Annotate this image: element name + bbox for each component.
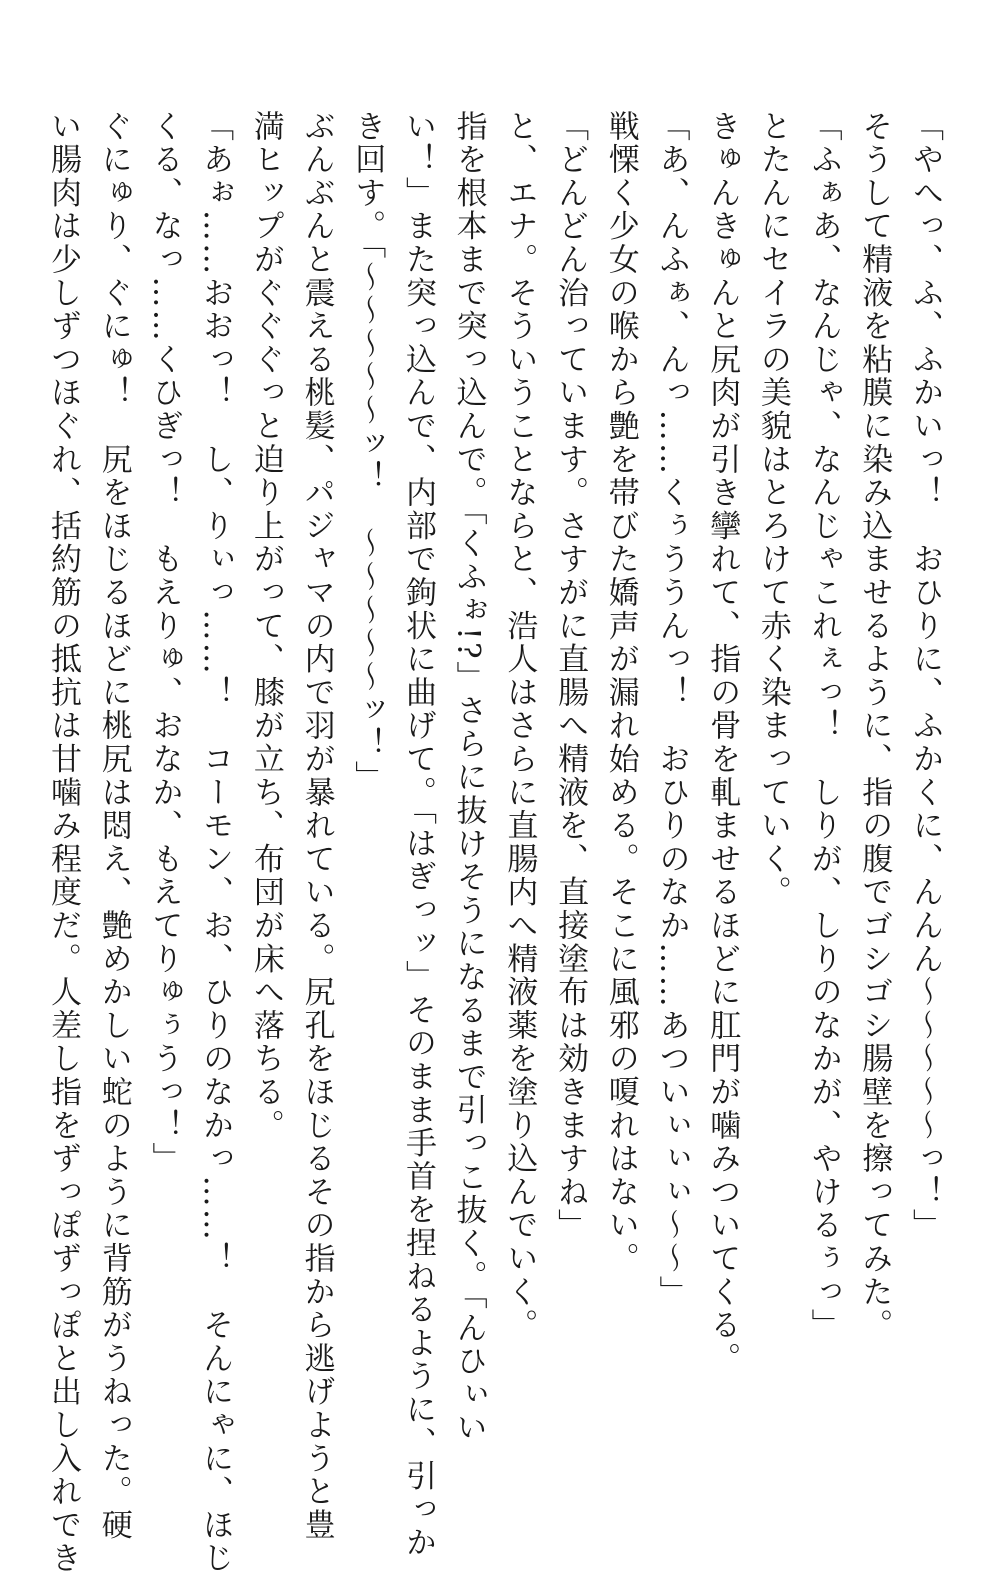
text-line: とたんにセイラの美貌はとろけて赤く染まっていく。 <box>754 110 791 910</box>
text-line: 「どんどん治っています。さすがに直腸へ精液を、直接塗布は効きますね」 <box>552 110 589 1243</box>
vertical-text-body <box>45 110 950 1575</box>
text-line: ぐにゅり、ぐにゅ！ 尻をほじるほどに桃尻は悶え、艶めかしい蛇のように背筋がうねった。硬 <box>95 110 132 1542</box>
text-line: 「あ、んふぁ、んっ……くぅううんっ！ おひりのなか……あついぃぃぃ〜〜」 <box>653 110 690 1309</box>
text-line: そうして精液を粘膜に染み込ませるように、指の腹でゴシゴシ腸壁を擦ってみた。 <box>856 110 893 1343</box>
text-line: ぶんぶんと震える桃髪、パジャマの内で羽が暴れている。尻孔をほじるその指から逃げようと豊 <box>298 110 335 1542</box>
text-line: い腸肉は少しずつほぐれ、括約筋の抵抗は甘噛み程度だ。人差し指をずっぽずっぽと出し入れでき <box>45 110 82 1575</box>
text-line: きゅんきゅんと尻肉が引き攣れて、指の骨を軋ませるほどに肛門が噛みついてくる。 <box>704 110 741 1376</box>
text-line: くる、なっ……くひぎっ！ もえりゅ、おなか、もえてりゅぅうっ！」 <box>146 110 183 1176</box>
text-line: と、エナ。そういうことならと、浩人はさらに直腸内へ精液薬を塗り込んでいく。 <box>501 110 538 1343</box>
text-line: き回す。「〜〜〜〜〜ッ！ 〜〜〜〜〜ッ！」 <box>349 110 386 794</box>
text-line: 「ふぁあ、なんじゃ、なんじゃこれぇっ！ しりが、しりのなかが、やけるぅっ」 <box>805 110 842 1343</box>
text-line: い！」また突っ込んで、内部で鉤状に曲げて。「はぎっッ」そのまま手首を捏ねるように、引っか <box>399 110 436 1560</box>
text-line: 満ヒップがぐぐぐっと迫り上がって、膝が立ち、布団が床へ落ちる。 <box>247 110 284 1143</box>
text-line: 指を根本まで突っ込んで。「くふぉ!?」さらに抜けそうになるまで引っこ抜く。「んひぃい <box>450 110 487 1445</box>
text-line: 「やへっ、ふ、ふかいっ！ おひりに、ふかくに、んんん〜〜〜〜〜っ！」 <box>907 110 943 1243</box>
text-line: 戦慄く少女の喉から艶を帯びた嬌声が漏れ始める。そこに風邪の嗄れはない。 <box>602 110 639 1276</box>
text-line: 「あぉ……おおっ！ し、りぃっ……！ コーモン、お、ひりのなかっ……！ そんにゃに、ほじ <box>197 110 234 1575</box>
